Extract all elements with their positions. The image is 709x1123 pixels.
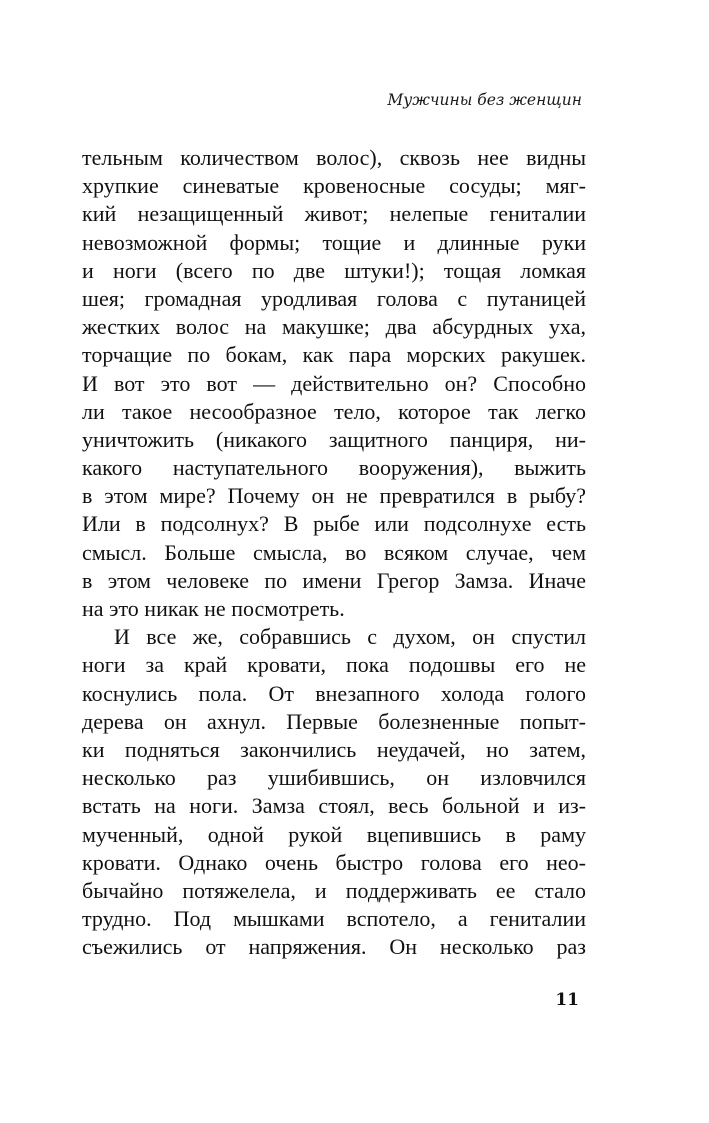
text-line: встать на ноги. Замза стоял, весь больной и из- (82, 793, 586, 819)
text-line: ли такое несообразное тело, которое так легко (82, 398, 586, 424)
text-line: какого наступательного вооружения), выжить (82, 455, 586, 481)
text-line: смысл. Больше смысла, во всяком случае, чем (82, 539, 586, 565)
text-line: невозможной формы; тощие и длинные руки (82, 229, 586, 255)
text-line: кий незащищенный живот; нелепые гениталии (82, 201, 586, 227)
text-line: шея; громадная уродливая голова с путаницей (82, 285, 586, 311)
text-line: Или в подсолнух? В рыбе или подсолнухе есть (82, 511, 586, 537)
text-line: и ноги (всего по две штуки!); тощая ломкая (82, 257, 586, 283)
text-line: торчащие по бокам, как пара морских ракушек. (82, 342, 586, 368)
text-line: ноги за край кровати, пока подошвы его не (82, 652, 586, 678)
text-line: бычайно потяжелела, и поддерживать ее стало (82, 877, 586, 903)
paragraph-last-line: на это никак не посмотреть. (82, 596, 345, 621)
text-line: несколько раз ушибившись, он изловчился (82, 765, 586, 791)
text-line: хрупкие синеватые кровеносные сосуды; мяг- (82, 173, 586, 199)
body-text (82, 144, 586, 961)
text-line: тельным количеством волос), сквозь нее видны (82, 145, 586, 170)
page-number: 11 (555, 990, 579, 1010)
text-line: кровати. Однако очень быстро голова его нео- (82, 849, 586, 875)
text-line: мученный, одной рукой вцепившись в раму (82, 821, 586, 847)
text-line: уничтожить (никакого защитного панциря, ни- (82, 426, 586, 452)
text-line: съежились от напряжения. Он несколько раз (82, 934, 586, 960)
paragraph-first-line: И все же, собравшись с духом, он спустил (114, 624, 586, 650)
text-line: коснулись пола. От внезапного холода голого (82, 680, 586, 706)
text-line: в этом человеке по имени Грегор Замза. Иначе (82, 567, 586, 593)
text-line: ки подняться закончились неудачей, но затем, (82, 736, 586, 762)
text-line: трудно. Под мышками вспотело, а гениталии (82, 906, 586, 932)
text-line: жестких волос на макушке; два абсурдных уха, (82, 314, 586, 340)
text-line: дерева он ахнул. Первые болезненные попыт- (82, 708, 586, 734)
text-line: И вот это вот — действительно он? Способно (82, 370, 586, 396)
text-line: в этом мире? Почему он не превратился в рыбу? (82, 483, 586, 509)
running-header: Мужчины без женщин (387, 91, 582, 109)
